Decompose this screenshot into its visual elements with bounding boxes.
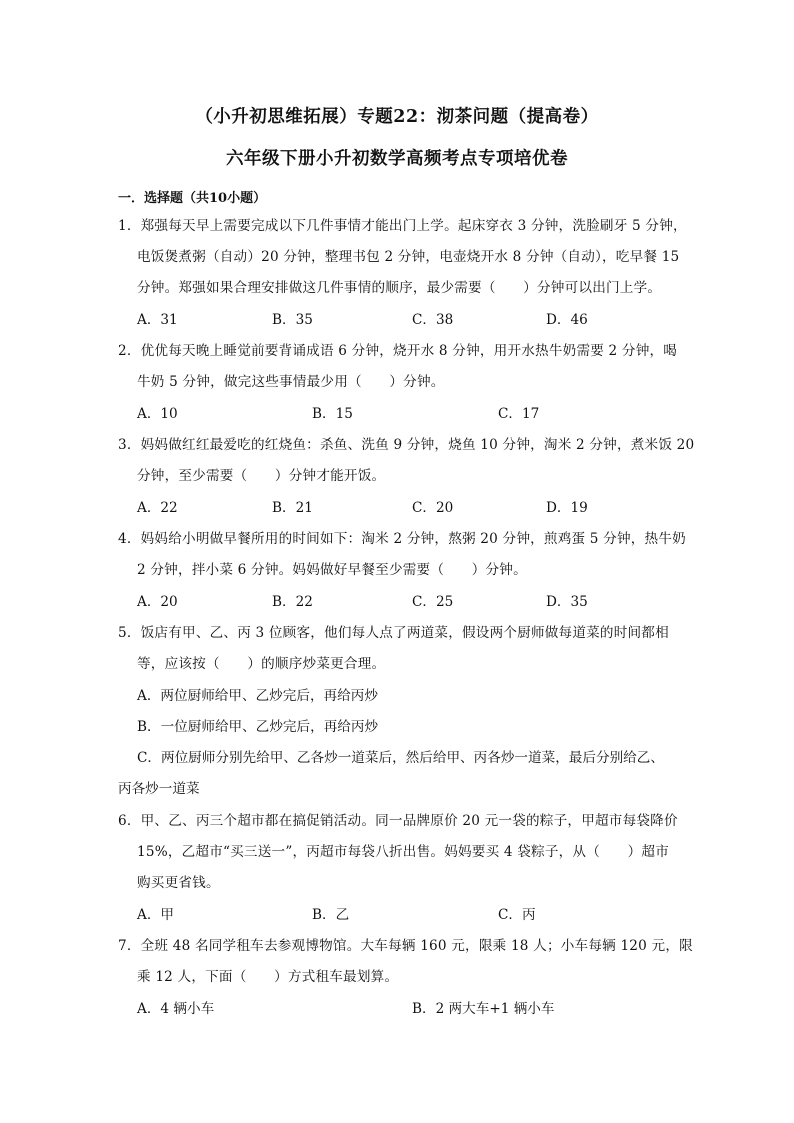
- question-5-option-a: A．两位厨师给甲、乙炒完后，再给丙炒: [137, 688, 378, 704]
- question-2-option-a: A．10: [137, 406, 178, 422]
- question-4-line-1: 4．妈妈给小明做早餐所用的时间如下：淘米 2 分钟，熬粥 20 分钟，煎鸡蛋 5 分钟，热牛奶: [118, 531, 686, 547]
- question-5-option-c: C．两位厨师分别先给甲、乙各炒一道菜后，然后给甲、丙各炒一道菜，最后分别给乙、: [137, 750, 664, 766]
- document-title: （小升初思维拓展）专题22：沏茶问题（提高卷）: [195, 107, 599, 127]
- question-7-line-1: 7．全班 48 名同学租车去参观博物馆。大车每辆 160 元，限乘 18 人；小车每辆 120 元，限: [118, 938, 693, 954]
- question-6-line-2: 15%，乙超市“买三送一”，丙超市每袋八折出售。妈妈要买 4 袋粽子，从（ ）超市: [137, 844, 669, 860]
- question-3-option-b: B．21: [272, 500, 313, 516]
- question-2-line-2: 牛奶 5 分钟，做完这些事情最少用（ ）分钟。: [137, 374, 445, 390]
- question-2-line-1: 2．优优每天晚上睡觉前要背诵成语 6 分钟，烧开水 8 分钟，用开水热牛奶需要 2 分钟，喝: [118, 343, 678, 359]
- question-5-option-b: B．一位厨师给甲、乙炒完后，再给丙炒: [137, 719, 379, 735]
- question-1-line-2: 电饭煲煮粥（自动）20 分钟，整理书包 2 分钟，电壶烧开水 8 分钟（自动），吃早餐 15: [137, 249, 680, 265]
- question-5-line-1: 5．饭店有甲、乙、丙 3 位顾客，他们每人点了两道菜，假设两个厨师做每道菜的时间都相: [118, 625, 669, 641]
- question-1-line-1: 1．郑强每天早上需要完成以下几件事情才能出门上学。起床穿衣 3 分钟，洗脸刷牙 5 分钟，: [118, 218, 687, 234]
- question-3-line-1: 3．妈妈做红红最爱吃的红烧鱼：杀鱼、洗鱼 9 分钟，烧鱼 10 分钟，淘米 2 分钟，煮米饭 20: [118, 437, 695, 453]
- question-1-option-d: D．46: [546, 312, 588, 328]
- question-4-option-b: B．22: [272, 594, 313, 610]
- question-6-option-c: C．丙: [498, 907, 536, 923]
- question-4-line-2: 2 分钟，拌小菜 6 分钟。妈妈做好早餐至少需要（ ）分钟。: [137, 562, 527, 578]
- question-6-line-1: 6．甲、乙、丙三个超市都在搞促销活动。同一品牌原价 20 元一袋的粽子，甲超市每袋降价: [118, 813, 678, 829]
- question-7-line-2: 乘 12 人，下面（ ）方式租车最划算。: [137, 969, 399, 985]
- question-6-option-a: A．甲: [137, 907, 175, 923]
- question-5-option-c-continued: 丙各炒一道菜: [118, 781, 200, 797]
- question-2-option-b: B．15: [312, 406, 353, 422]
- question-3-option-d: D．19: [546, 500, 588, 516]
- question-7-option-b: B．2 两大车+1 辆小车: [412, 1001, 555, 1017]
- section-heading: 一．选择题（共10小题）: [118, 191, 267, 206]
- question-1-option-c: C．38: [412, 312, 454, 328]
- document-subtitle: 六年级下册小升初数学高频考点专项培优卷: [226, 149, 568, 169]
- question-6-option-b: B．乙: [312, 907, 350, 923]
- question-1-line-3: 分钟。郑强如果合理安排做这几件事情的顺序，最少需要（ ）分钟可以出门上学。: [137, 280, 662, 296]
- question-3-option-c: C．20: [412, 500, 454, 516]
- question-4-option-c: C．25: [412, 594, 454, 610]
- question-5-line-2: 等，应该按（ ）的顺序炒菜更合理。: [137, 656, 386, 672]
- question-2-option-c: C．17: [498, 406, 540, 422]
- question-4-option-a: A．20: [137, 594, 178, 610]
- question-6-line-3: 购买更省钱。: [137, 875, 220, 891]
- question-3-line-2: 分钟，至少需要（ ）分钟才能开饭。: [137, 468, 386, 484]
- question-1-option-a: A．31: [137, 312, 178, 328]
- question-4-option-d: D．35: [546, 594, 588, 610]
- question-1-option-b: B．35: [272, 312, 313, 328]
- question-3-option-a: A．22: [137, 500, 178, 516]
- question-7-option-a: A．4 辆小车: [137, 1001, 215, 1017]
